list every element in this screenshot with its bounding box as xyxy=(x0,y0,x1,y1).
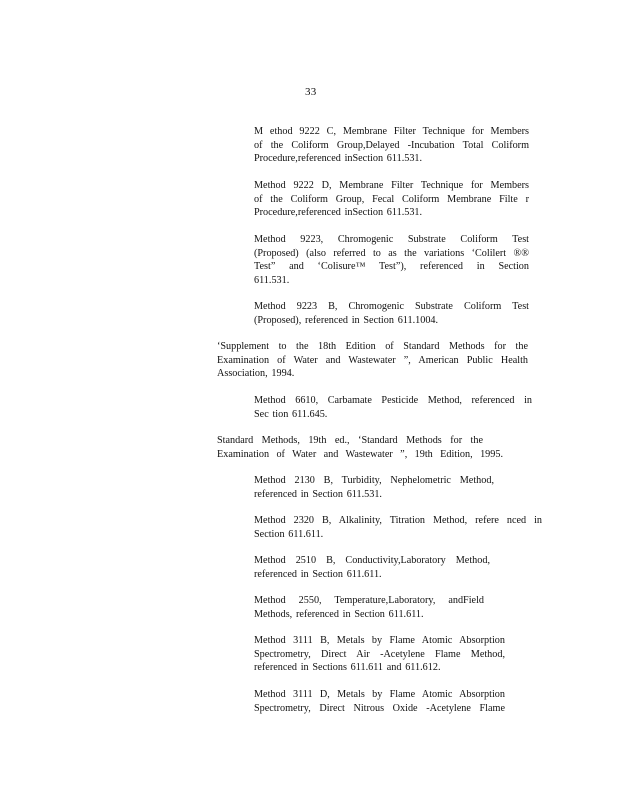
entry-line: M ethod 9222 C, Membrane Filter Technique for Members xyxy=(254,126,529,137)
entry-line: Spectrometry, Direct Air -Acetylene Flame Method, xyxy=(254,648,505,660)
entry-line: Method 9222 D, Membrane Filter Technique for Members xyxy=(254,180,529,191)
reference-entry xyxy=(254,514,542,541)
reference-entry xyxy=(254,688,505,715)
reference-entry xyxy=(254,233,529,288)
reference-entry xyxy=(254,125,529,166)
reference-entry xyxy=(254,300,529,327)
reference-entry xyxy=(254,634,505,675)
entry-line: Method 3111 D, Metals by Flame Atomic Absorption xyxy=(254,689,505,700)
entry-line: Test” and ‘Colisure™ Test”), referenced in Section xyxy=(254,261,529,273)
entry-line: Method 6610, Carbamate Pesticide Method, referenced in xyxy=(254,395,532,406)
entry-line: Examination of Water and Wastewater ”, American Public Health xyxy=(217,354,528,366)
entry-line: Procedure,referenced inSection 611.531. xyxy=(254,153,423,165)
reference-entry xyxy=(217,340,528,381)
entry-line: Sec tion 611.645. xyxy=(254,408,328,420)
entry-line: Association, 1994. xyxy=(217,368,295,380)
entry-line: ‘Supplement to the 18th Edition of Standard Methods for the xyxy=(217,341,528,352)
entry-line: Method 2130 B, Turbidity, Nephelometric Method, xyxy=(254,475,494,486)
reference-entry xyxy=(254,394,532,421)
entry-line: Standard Methods, 19th ed., ‘Standard Methods for the xyxy=(217,435,483,446)
entry-line: referenced in Section 611.611. xyxy=(254,568,382,580)
reference-entry xyxy=(254,554,490,581)
entry-line: Procedure,referenced inSection 611.531. xyxy=(254,207,423,219)
entry-line: Examination of Water and Wastewater ”, 19th Edition, 1995. xyxy=(217,448,503,460)
reference-entry xyxy=(254,474,494,501)
entry-line: Method 9223 B, Chromogenic Substrate Coliform Test xyxy=(254,301,529,312)
entry-line: Methods, referenced in Section 611.611. xyxy=(254,608,424,620)
entry-line: referenced in Section 611.531. xyxy=(254,488,382,500)
reference-entry xyxy=(254,594,484,621)
entry-line: 611.531. xyxy=(254,275,290,287)
entry-line: (Proposed), referenced in Section 611.1004. xyxy=(254,314,439,326)
entry-line: Spectrometry, Direct Nitrous Oxide -Acetylene Flame xyxy=(254,702,505,714)
entry-line: of the Coliform Group, Fecal Coliform Membrane Filte r xyxy=(254,193,529,205)
entry-line: referenced in Sections 611.611 and 611.612. xyxy=(254,662,441,674)
entry-line: Method 3111 B, Metals by Flame Atomic Absorption xyxy=(254,635,505,646)
entry-line: of the Coliform Group,Delayed -Incubation Total Coliform xyxy=(254,139,529,151)
reference-entry xyxy=(217,434,503,461)
entry-line: Method 2320 B, Alkalinity, Titration Method, refere nced in xyxy=(254,515,542,526)
page-number: 33 xyxy=(305,86,317,98)
entry-line: Method 9223, Chromogenic Substrate Coliform Test xyxy=(254,234,529,245)
entry-line: Method 2510 B, Conductivity,Laboratory Method, xyxy=(254,555,490,566)
entry-line: Section 611.611. xyxy=(254,528,324,540)
entry-line: Method 2550, Temperature,Laboratory, andField xyxy=(254,595,484,606)
entry-line: (Proposed) (also referred to as the variations ‘Colilert ®® xyxy=(254,247,529,259)
reference-entry xyxy=(254,179,529,220)
